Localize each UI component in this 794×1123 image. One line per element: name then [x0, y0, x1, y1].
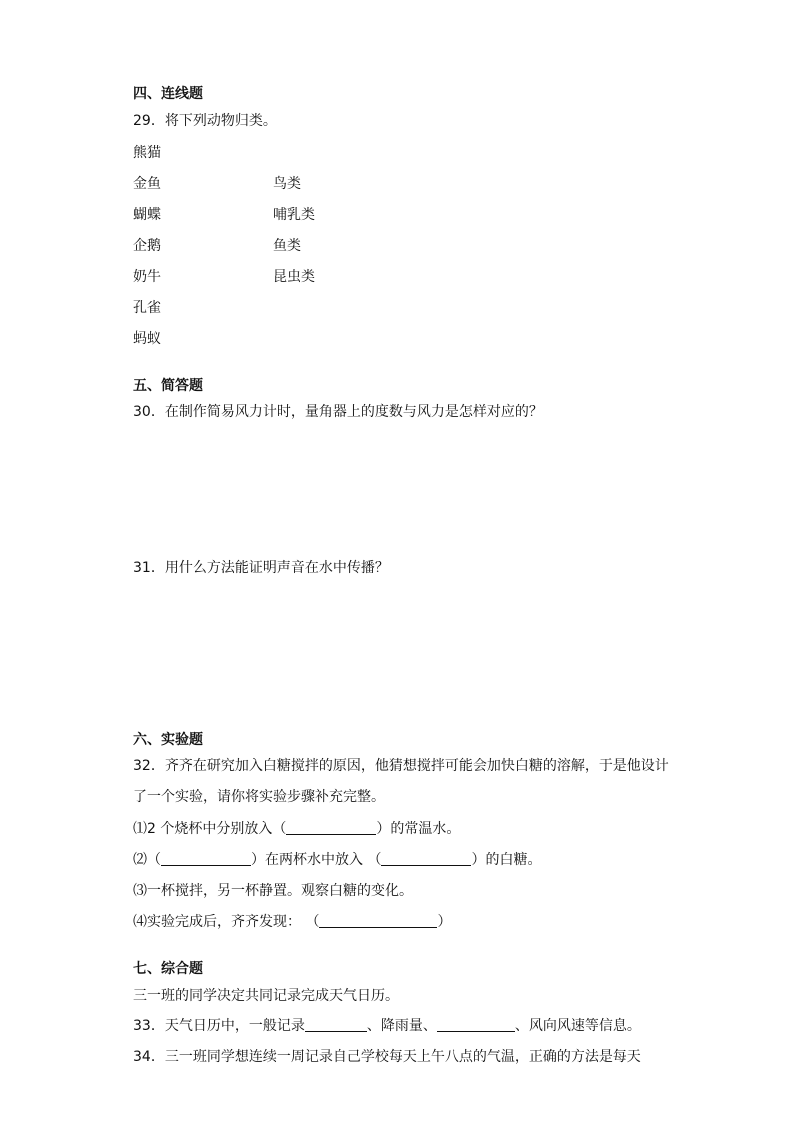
section-5-title: 五、简答题	[133, 378, 203, 394]
section-6-title: 六、实验题	[133, 732, 203, 748]
step-2-prefix: ⑵（	[133, 852, 161, 868]
step-4-prefix: ⑷实验完成后，齐齐发现： （	[133, 914, 320, 930]
question-31: 31．用什么方法能证明声音在水中传播？	[133, 560, 389, 576]
question-32-line-1: 32．齐齐在研究加入白糖搅拌的原因，他猜想搅拌可能会加快白糖的溶解，于是他设计	[133, 758, 669, 774]
left-item: 蝴蝶	[133, 207, 161, 223]
step-2-blank-1[interactable]	[161, 851, 251, 866]
question-33-blank-2[interactable]	[437, 1017, 515, 1032]
left-item: 金鱼	[133, 176, 161, 192]
left-item: 孔雀	[133, 300, 161, 316]
question-33-prefix: 33．天气日历中，一般记录	[133, 1018, 305, 1034]
left-item: 蚂蚁	[133, 331, 161, 347]
step-4	[133, 911, 451, 931]
left-item: 奶牛	[133, 269, 161, 285]
step-1-suffix: ）的常温水。	[376, 821, 461, 837]
section-7-intro: 三一班的同学决定共同记录完成天气日历。	[133, 988, 399, 1004]
step-2-middle: ）在两杯水中放入 （	[251, 852, 382, 868]
right-item: 鱼类	[273, 238, 301, 254]
right-item: 哺乳类	[273, 207, 315, 223]
question-33-suffix: 、风向风速等信息。	[514, 1018, 641, 1034]
question-33-middle: 、降雨量、	[366, 1018, 437, 1034]
step-1-blank[interactable]	[286, 820, 376, 835]
question-33-blank-1[interactable]	[305, 1017, 367, 1032]
step-4-suffix: ）	[437, 914, 452, 930]
step-2-suffix: ）的白糖。	[471, 852, 542, 868]
right-item: 昆虫类	[273, 269, 315, 285]
step-2	[133, 849, 541, 869]
step-1-prefix: ⑴2 个烧杯中分别放入（	[133, 821, 287, 837]
left-item: 企鹅	[133, 238, 161, 254]
right-item: 鸟类	[273, 176, 301, 192]
step-3: ⑶一杯搅拌，另一杯静置。观察白糖的变化。	[133, 883, 413, 899]
step-1	[133, 818, 460, 838]
question-29: 29．将下列动物归类。	[133, 113, 277, 129]
question-34: 34．三一班同学想连续一周记录自己学校每天上午八点的气温，正确的方法是每天	[133, 1049, 641, 1065]
question-30: 30．在制作简易风力计时，量角器上的度数与风力是怎样对应的？	[133, 404, 543, 420]
question-33	[133, 1015, 641, 1035]
section-4-title: 四、连线题	[133, 86, 203, 102]
left-item: 熊猫	[133, 145, 161, 161]
step-2-blank-2[interactable]	[381, 851, 471, 866]
step-4-blank[interactable]	[319, 913, 437, 928]
section-7-title: 七、综合题	[133, 961, 203, 977]
question-32-line-2: 了一个实验，请你将实验步骤补充完整。	[133, 789, 385, 805]
